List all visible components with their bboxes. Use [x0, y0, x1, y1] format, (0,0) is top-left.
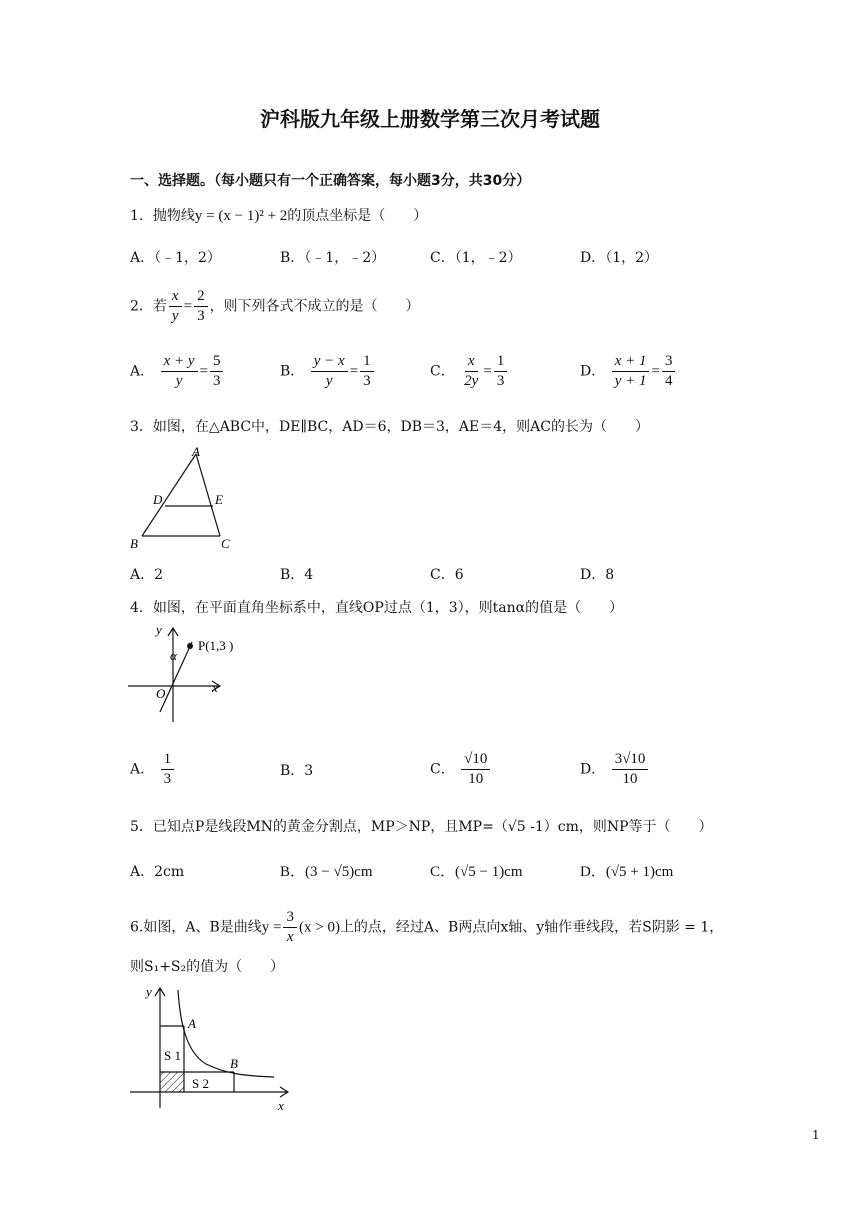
label-s2: S 2	[192, 1076, 209, 1091]
label-b: B	[230, 1056, 238, 1071]
q2-option-d[interactable]: D． $\frac{x + 1}{y + 1}$ = $\frac{3}{4}$	[580, 352, 677, 391]
q5-option-b[interactable]: B．(3 − √5)cm	[280, 864, 373, 880]
question-6-line2: 则S₁+S₂的值为（ ）	[130, 959, 285, 975]
triangle-figure	[128, 442, 248, 554]
label-d: D	[153, 492, 163, 507]
label-a: A	[188, 1016, 196, 1031]
q4-option-b[interactable]: B．3	[280, 763, 314, 779]
coordinate-figure	[128, 620, 258, 730]
hyperbola-curve	[178, 990, 274, 1077]
q3-option-c[interactable]: C．6	[430, 567, 464, 583]
label-a: A	[192, 444, 200, 459]
label-alpha: α	[170, 648, 177, 663]
q3-option-d[interactable]: D．8	[580, 567, 615, 583]
label-b: B	[130, 536, 138, 551]
parabola-expression: y = (x − 1)² + 2	[194, 208, 288, 224]
page-number: 1	[812, 1128, 820, 1142]
label-y: y	[156, 622, 162, 637]
q2-option-b[interactable]: B． $\frac{y - x}{y}$ = $\frac{1}{3}$	[280, 352, 376, 391]
point-p	[187, 643, 193, 649]
question-3: 3．如图，在△ABC中，DE∥BC，AD＝6，DB＝3，AE＝4，则AC的长为（ ）	[130, 419, 649, 435]
q5-option-c[interactable]: C．(√5 − 1)cm	[430, 864, 523, 880]
label-e: E	[215, 492, 223, 507]
label-x: x	[278, 1098, 284, 1113]
q1-option-b[interactable]: B．（﹣1，﹣2）	[280, 250, 386, 266]
q3-option-a[interactable]: A．2	[130, 567, 164, 583]
question-6: 6.如图，A、B是曲线y = $\frac{3}{x}$ (x > 0)上的点，经过A、B两点向x轴、y轴作垂线段，若S阴影 = 1，	[130, 909, 724, 945]
q1-option-d[interactable]: D．（1，2）	[580, 250, 659, 266]
label-c: C	[221, 536, 230, 551]
label-s1: S 1	[164, 1048, 181, 1063]
question-4: 4．如图，在平面直角坐标系中，直线OP过点（1，3），则tanα的值是（ ）	[130, 600, 624, 616]
q4-option-d[interactable]: D． $\frac{3√10}{10}$	[580, 750, 650, 789]
q1-option-a[interactable]: A．（﹣1，2）	[130, 250, 221, 266]
shaded-region	[160, 1072, 184, 1092]
q5-option-d[interactable]: D．(√5 + 1)cm	[580, 864, 674, 880]
q3-option-b[interactable]: B．4	[280, 567, 314, 583]
question-1: 1．抛物线y = (x − 1)² + 2的顶点坐标是（ ）	[130, 208, 428, 224]
q4-option-a[interactable]: A． $\frac{1}{3}$	[130, 750, 176, 789]
side-ab	[142, 454, 196, 536]
label-y: y	[146, 984, 152, 999]
question-2: 2．若 $\frac{x}{y}$ = $\frac{2}{3}$ ，则下列各式不成立的是（ ）	[130, 288, 420, 324]
page-title: 沪科版九年级上册数学第三次月考试题	[260, 107, 600, 131]
q2-option-c[interactable]: C． $\frac{x}{2y}$ = $\frac{1}{3}$	[430, 352, 509, 391]
ratio-fraction: $\frac{x}{y}$	[169, 287, 182, 326]
q4-option-c[interactable]: C． $\frac{√10}{10}$	[430, 750, 492, 789]
label-o: O	[156, 686, 166, 701]
question-number: 1．	[130, 208, 153, 224]
label-x: x	[212, 680, 218, 695]
q2-option-a[interactable]: A． $\frac{x + y}{y}$ = $\frac{5}{3}$	[130, 352, 225, 391]
q1-option-c[interactable]: C．（1，﹣2）	[430, 250, 522, 266]
q5-option-a[interactable]: A．2cm	[130, 864, 185, 880]
label-p: P(1,3 )	[198, 638, 234, 653]
section-heading: 一、选择题。（每小题只有一个正确答案，每小题3分，共30分）	[130, 173, 531, 189]
question-5: 5．已知点P是线段MN的黄金分割点，MP＞NP，且MP=（√5 -1）cm，则NP等于（ ）	[130, 819, 713, 835]
hyperbola-figure	[126, 982, 296, 1114]
